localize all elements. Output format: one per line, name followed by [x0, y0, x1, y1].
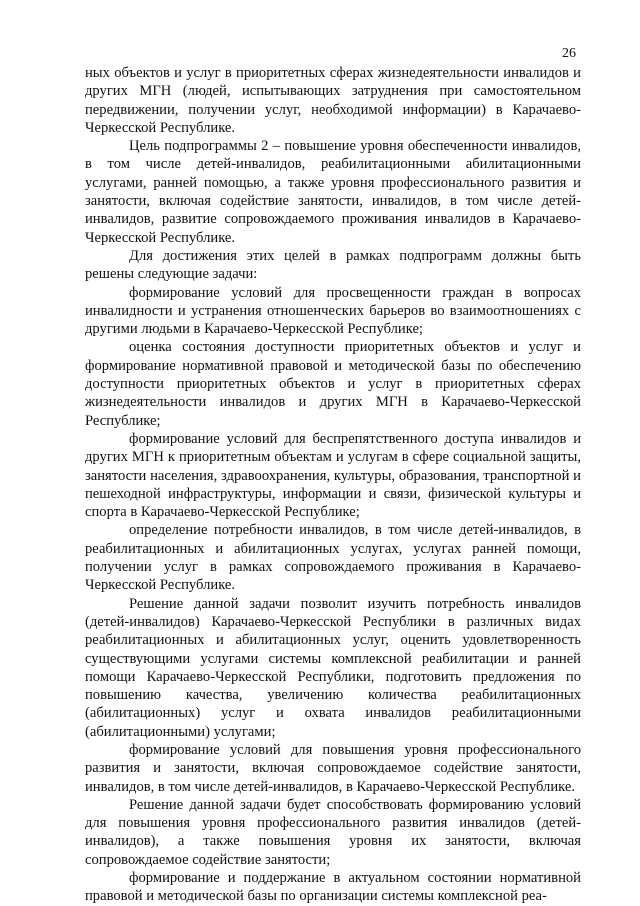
paragraph-tasks-intro: Для достижения этих целей в рамках подпрограмм должны быть решены следующие задачи:	[85, 247, 581, 283]
paragraph-task-barrier-free-access: формирование условий для беспрепятственного доступа инвалидов и других МГН к приоритетным объектам и услугам в сфере социальной защиты, занятости населения, здравоохранения, культуры, образования, транспортной и пешеходной инфраструктуры, информации и связи, физической культуры и спорта в Карачаево-Черкесской Республике;	[85, 430, 581, 521]
paragraph-continuation: ных объектов и услуг в приоритетных сферах жизнедеятельности инвалидов и других МГН (людей, испытывающих затруднения при самостоятельном передвижении, получении услуг, необходимой информации) в Карачаево-Черкесской Республике.	[85, 65, 581, 136]
paragraph-task-employment: формирование условий для повышения уровня профессионального развития и занятости, включая сопровождаемое содействие занятости, инвалидов, в том числе детей-инвалидов, в Карачаево-Черкесской Республике.	[85, 741, 581, 795]
document-body	[85, 64, 581, 906]
page-number: 26	[562, 46, 576, 61]
paragraph-task-awareness: формирование условий для просвещенности граждан в вопросах инвалидности и устранения отношенческих барьеров во взаимоотношениях с другими людьми в Карачаево-Черкесской Республике;	[85, 284, 581, 338]
paragraph-task-needs-determination: определение потребности инвалидов, в том числе детей-инвалидов, в реабилитационных и абилитационных услугах, услугах ранней помощи, получении услуг в рамках сопровождаемого проживания в Карачаево-Черкесской Республике.	[85, 522, 581, 594]
paragraph-task-accessibility-assessment: оценка состояния доступности приоритетных объектов и услуг и формирование нормативной правовой и методической базы по обеспечению доступности приоритетных объектов и услуг в приоритетных сферах жизнедеятельности инвалидов и других МГН в Карачаево-Черкесской Республике;	[85, 339, 581, 429]
paragraph-task-needs-outcome: Решение данной задачи позволит изучить потребность инвалидов (детей-инвалидов) Карачаево-Черкесской Республики в различных видах реабилитационных и абилитационных услуг, оценить удовлетворенность существующими услугами системы комплексной реабилитации и ранней помощи Карачаево-Черкесской Республики, подготовить предложения по повышению качества, увеличению количества реабилитационных (абилитационных) услуг и охвата инвалидов реабилитационными (абилитационными) услугами;	[85, 595, 581, 740]
paragraph-task-employment-outcome: Решение данной задачи будет способствовать формированию условий для повышения уровня профессионального развития инвалидов (детей-инвалидов), а также повышения уровня их занятости, включая сопровождаемое содействие занятости;	[85, 796, 581, 868]
paragraph-subprogram-goal: Цель подпрограммы 2 – повышение уровня обеспеченности инвалидов, в том числе детей-инвалидов, реабилитационными абилитационными услугами, ранней помощью, а также уровня профессионального развития и занятости, включая содействие занятости, инвалидов, в том числе детей-инвалидов, развитие сопровождаемого проживания инвалидов в Карачаево-Черкесской Республике.	[85, 138, 581, 246]
paragraph-task-regulatory-base: формирование и поддержание в актуальном состоянии нормативной правовой и методической базы по организации системы комплексной реа-	[85, 870, 581, 905]
